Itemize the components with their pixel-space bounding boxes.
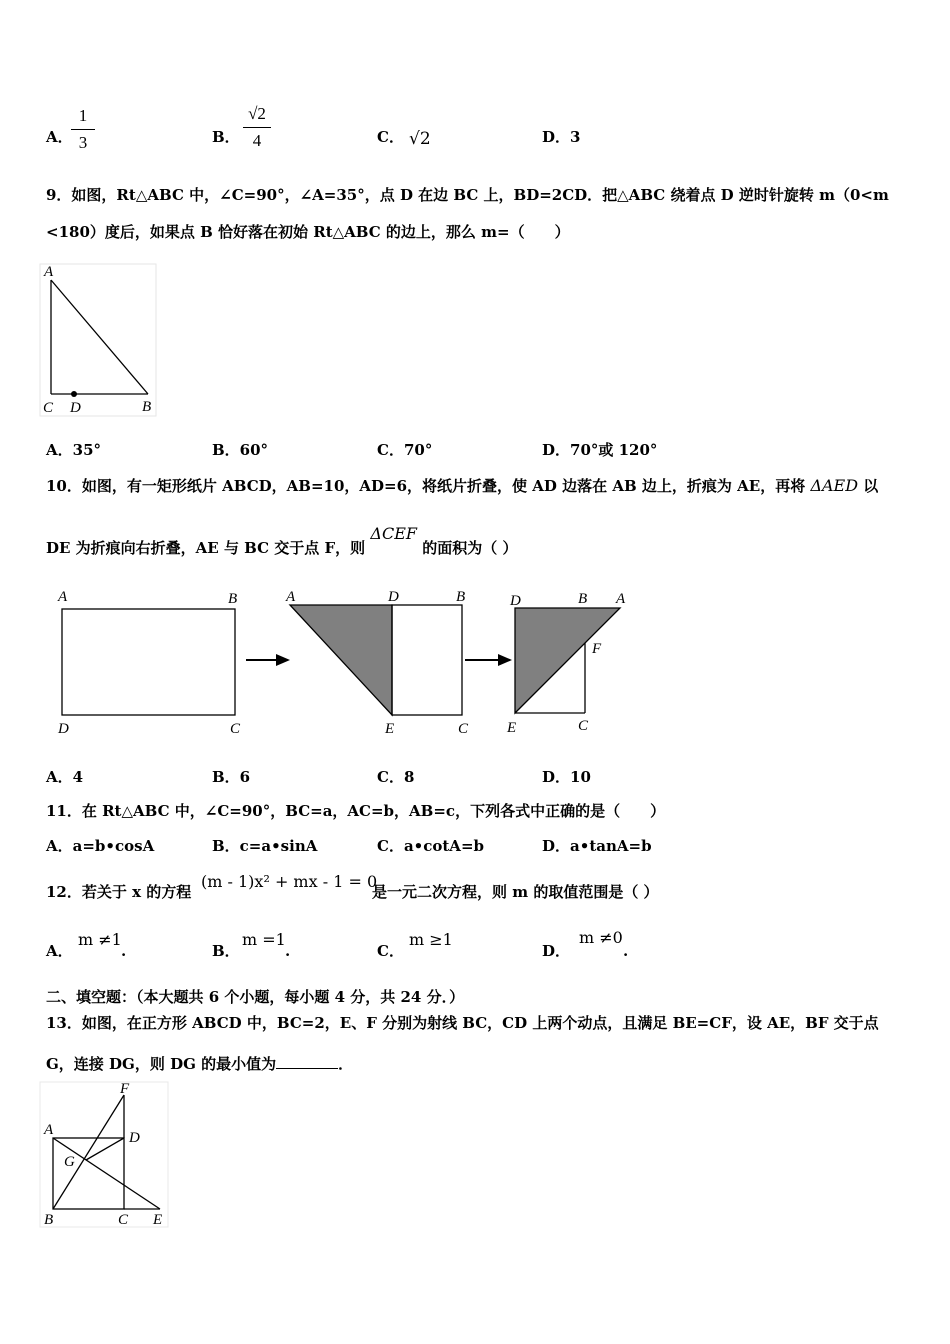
q12-option-b-math: m =1 [242, 930, 286, 949]
q10-p2-label-e: E [385, 721, 395, 737]
q13-label-d: D [129, 1130, 140, 1146]
q13-segment-bf [53, 1095, 124, 1209]
q13-stem-line2 [46, 1054, 353, 1072]
q9-label-c: C [43, 400, 54, 416]
q10-p1-label-b: B [228, 591, 238, 607]
q10-p3-label-e: E [507, 720, 517, 736]
q10-p3-label-d: D [510, 593, 521, 609]
q10-stem-line1 [46, 478, 878, 494]
q13-label-b: B [44, 1212, 54, 1228]
q8-option-c-value: √2 [409, 129, 431, 149]
q10-p2-label-a: A [286, 589, 296, 605]
q10-arrow-1 [246, 654, 290, 666]
q10-p1-label-a: A [58, 589, 68, 605]
q8-option-b-label: B． [212, 128, 240, 146]
q13-stem-line2-end: ． [338, 1055, 354, 1073]
q10-stem-line2-end: 的面积为（ ） [422, 539, 518, 557]
q12-option-a-math: m ≠1 [78, 930, 122, 949]
q13-answer-blank[interactable] [276, 1054, 338, 1069]
q9-label-d: D [70, 400, 81, 416]
q8-option-a-fraction [71, 106, 95, 153]
section-2-heading: 二、填空题：（本大题共 6 个小题，每小题 4 分，共 24 分．） [46, 988, 465, 1006]
q10-option-b: B．6 [212, 768, 251, 786]
q9-figure [38, 262, 163, 422]
q13-label-f: F [120, 1081, 130, 1097]
q8-a-denominator: 3 [78, 133, 88, 152]
q12-option-a-label: A． [46, 942, 73, 960]
q12-option-d-label: D． [542, 942, 571, 960]
q11-option-c: C．a•cotA=b [377, 837, 485, 855]
q13-square-abcd [53, 1138, 124, 1209]
q10-triangle-cef: ΔCEF [370, 524, 417, 543]
q12-stem-post: 是一元二次方程，则 m 的取值范围是（ ） [372, 883, 659, 901]
q9-label-a: A [44, 264, 54, 280]
q13-label-a: A [44, 1122, 54, 1138]
q10-option-c: C．8 [377, 768, 415, 786]
q12-option-c-label: C． [377, 942, 404, 960]
q8-option-b-fraction [243, 104, 271, 151]
q8-option-c-label: C． [377, 128, 404, 146]
q12-option-d-math: m ≠0 [579, 928, 623, 947]
q12-option-c-math: m ≥1 [409, 930, 453, 949]
q10-triangle-aed: ΔAED [810, 476, 859, 495]
q9-side-ab [51, 280, 148, 394]
q8-b-numerator: √2 [248, 104, 266, 123]
q9-point-d [71, 391, 77, 397]
q9-option-d: D．70°或 120° [542, 441, 658, 459]
q9-stem-line2: <180）度后，如果点 B 恰好落在初始 Rt△ABC 的边上，那么 m=（ ） [46, 223, 570, 241]
q13-stem-line1: 13．如图，在正方形 ABCD 中，BC=2，E、F 分别为射线 BC，CD 上两个动点，且满足 BE=CF，设 AE，BF 交于点 [46, 1014, 879, 1032]
q11-option-b: B．c=a•sinA [212, 837, 318, 855]
q12-option-b-label: B． [212, 942, 240, 960]
q10-p3-label-f: F [592, 641, 602, 657]
q13-figure [38, 1080, 173, 1230]
q13-segment-dg [86, 1138, 124, 1160]
q12-stem-pre: 12．若关于 x 的方程 [46, 883, 192, 901]
q12-option-b-end: . [285, 942, 291, 960]
q12-option-d-end: . [623, 942, 629, 960]
q12-option-a-end: . [121, 942, 127, 960]
q8-a-numerator: 1 [78, 106, 88, 125]
q13-label-e: E [153, 1212, 163, 1228]
q10-arrow-2 [465, 654, 512, 666]
q8-option-d: D．3 [542, 128, 581, 146]
q10-p3-label-c: C [578, 718, 589, 734]
q10-option-d: D．10 [542, 768, 591, 786]
q11-option-d: D．a•tanA=b [542, 837, 652, 855]
q10-p2-label-b: B [456, 589, 466, 605]
q10-stem-line2 [46, 524, 518, 557]
q9-option-a: A．35° [46, 441, 102, 459]
q10-option-a: A．4 [46, 768, 84, 786]
q10-figure [50, 585, 650, 745]
q13-stem-line2-text: G，连接 DG，则 DG 的最小值为 [46, 1055, 277, 1073]
q10-p2-label-d: D [388, 589, 399, 605]
q13-label-c: C [118, 1212, 129, 1228]
q10-p1-label-c: C [230, 721, 241, 737]
q8-option-a-label: A． [46, 128, 73, 146]
q13-label-g: G [64, 1154, 75, 1170]
q9-option-c: C．70° [377, 441, 433, 459]
q12-equation: (m - 1)x² + mx - 1 = 0 [201, 872, 378, 891]
q9-stem-line1: 9．如图，Rt△ABC 中，∠C=90°，∠A=35°，点 D 在边 BC 上，BD=2CD．把△ABC 绕着点 D 逆时针旋转 m（0<m [46, 186, 889, 204]
q9-option-b: B．60° [212, 441, 269, 459]
q11-stem: 11．在 Rt△ABC 中，∠C=90°，BC=a，AC=b，AB=c，下列各式中正确的是（ ） [46, 802, 666, 820]
q10-p1-label-d: D [58, 721, 69, 737]
q11-option-a: A．a=b•cosA [46, 837, 155, 855]
q10-stem-line1-end: 以 [863, 477, 879, 495]
q10-stem-line1-text: 10．如图，有一矩形纸片 ABCD，AB=10，AD=6，将纸片折叠，使 AD 边落在 AB 边上，折痕为 AE，再将 [46, 477, 806, 495]
q10-p2-shaded-triangle [290, 605, 392, 715]
q9-label-b: B [142, 399, 152, 415]
q10-rectangle-abcd [62, 609, 235, 715]
q8-b-denominator: 4 [252, 131, 262, 150]
q10-p3-shaded-triangle [515, 608, 620, 713]
q10-p3-label-a: A [616, 591, 626, 607]
q10-p3-label-b: B [578, 591, 588, 607]
q10-stem-line2-text: DE 为折痕向右折叠，AE 与 BC 交于点 F，则 [46, 539, 366, 557]
q10-p2-label-c: C [458, 721, 469, 737]
q10-p2-rect-dbce [392, 605, 462, 715]
